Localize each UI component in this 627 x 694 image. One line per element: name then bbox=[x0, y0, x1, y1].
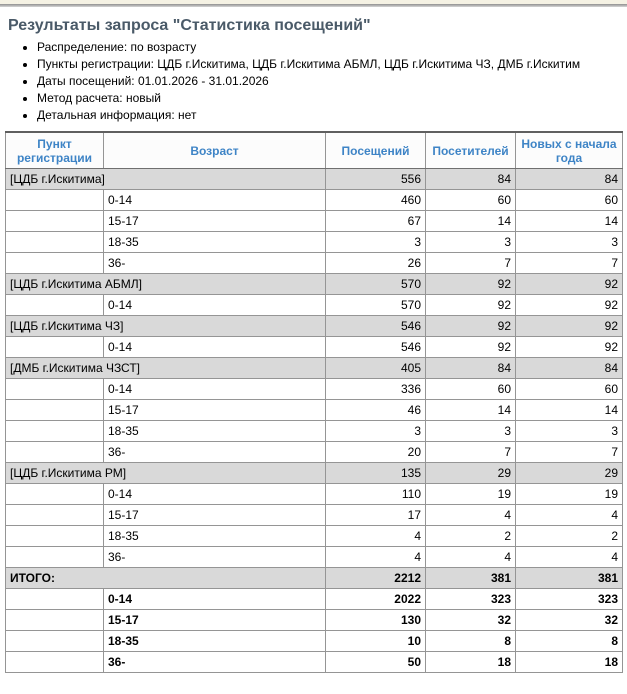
query-parameters-list bbox=[0, 41, 627, 121]
visits-cell: 110 bbox=[326, 484, 426, 505]
new-this-year-cell: 4 bbox=[516, 505, 623, 526]
table-row-age bbox=[6, 190, 623, 211]
col-header-age: Возраст bbox=[104, 132, 326, 169]
visits-cell: 4 bbox=[326, 526, 426, 547]
registration-point-cell-empty bbox=[6, 337, 104, 358]
registration-point-cell-empty bbox=[6, 610, 104, 631]
visitors-cell: 14 bbox=[426, 400, 516, 421]
new-this-year-cell: 14 bbox=[516, 211, 623, 232]
registration-point-cell: [ЦДБ г.Искитима] bbox=[6, 169, 326, 190]
registration-point-cell-empty bbox=[6, 211, 104, 232]
table-row-age bbox=[6, 400, 623, 421]
age-cell: 18-35 bbox=[104, 421, 326, 442]
age-cell: 36- bbox=[104, 547, 326, 568]
new-this-year-cell: 60 bbox=[516, 379, 623, 400]
registration-point-cell-empty bbox=[6, 190, 104, 211]
visits-cell: 336 bbox=[326, 379, 426, 400]
param-calc-method: • Метод расчета: новый bbox=[37, 92, 627, 104]
registration-point-cell-empty bbox=[6, 589, 104, 610]
age-cell: 0-14 bbox=[104, 589, 326, 610]
table-row-age bbox=[6, 379, 623, 400]
visitors-cell: 92 bbox=[426, 274, 516, 295]
new-this-year-cell: 92 bbox=[516, 295, 623, 316]
registration-point-cell-empty bbox=[6, 421, 104, 442]
visits-cell: 2212 bbox=[326, 568, 426, 589]
param-visit-dates: • Даты посещений: 01.01.2026 - 31.01.2026 bbox=[37, 75, 627, 87]
table-row-group bbox=[6, 358, 623, 379]
new-this-year-cell: 60 bbox=[516, 190, 623, 211]
age-cell: 0-14 bbox=[104, 379, 326, 400]
table-row-total_age bbox=[6, 631, 623, 652]
new-this-year-cell: 18 bbox=[516, 652, 623, 673]
age-cell: 18-35 bbox=[104, 526, 326, 547]
table-row-total_age bbox=[6, 610, 623, 631]
age-cell: 36- bbox=[104, 442, 326, 463]
new-this-year-cell: 323 bbox=[516, 589, 623, 610]
registration-point-cell-empty bbox=[6, 442, 104, 463]
visitors-cell: 381 bbox=[426, 568, 516, 589]
visitors-cell: 3 bbox=[426, 232, 516, 253]
registration-point-cell-empty bbox=[6, 505, 104, 526]
col-header-visitors: Посетителей bbox=[426, 132, 516, 169]
param-distribution: • Распределение: по возрасту bbox=[37, 41, 627, 53]
new-this-year-cell: 7 bbox=[516, 442, 623, 463]
new-this-year-cell: 8 bbox=[516, 631, 623, 652]
visitors-cell: 323 bbox=[426, 589, 516, 610]
visits-cell: 46 bbox=[326, 400, 426, 421]
param-registration-points: • Пункты регистрации: ЦДБ г.Искитима, ЦДБ г.Искитима АБМЛ, ЦДБ г.Искитима ЧЗ, ДМБ г.Искитим bbox=[37, 58, 627, 70]
new-this-year-cell: 92 bbox=[516, 274, 623, 295]
visitors-cell: 92 bbox=[426, 337, 516, 358]
registration-point-cell-empty bbox=[6, 547, 104, 568]
new-this-year-cell: 7 bbox=[516, 253, 623, 274]
registration-point-cell: [ДМБ г.Искитима ЧЗСТ] bbox=[6, 358, 326, 379]
table-row-age bbox=[6, 421, 623, 442]
stats-table-body bbox=[6, 169, 623, 673]
visitors-cell: 84 bbox=[426, 169, 516, 190]
visitors-cell: 14 bbox=[426, 211, 516, 232]
visits-cell: 67 bbox=[326, 211, 426, 232]
table-row-age bbox=[6, 232, 623, 253]
visitors-cell: 2 bbox=[426, 526, 516, 547]
table-row-age bbox=[6, 253, 623, 274]
registration-point-cell-empty bbox=[6, 253, 104, 274]
visitors-cell: 7 bbox=[426, 442, 516, 463]
visits-cell: 556 bbox=[326, 169, 426, 190]
visits-cell: 26 bbox=[326, 253, 426, 274]
visitors-cell: 92 bbox=[426, 316, 516, 337]
age-cell: 15-17 bbox=[104, 211, 326, 232]
visits-cell: 130 bbox=[326, 610, 426, 631]
new-this-year-cell: 4 bbox=[516, 547, 623, 568]
age-cell: 0-14 bbox=[104, 484, 326, 505]
registration-point-cell-empty bbox=[6, 379, 104, 400]
table-row-total bbox=[6, 568, 623, 589]
new-this-year-cell: 14 bbox=[516, 400, 623, 421]
new-this-year-cell: 92 bbox=[516, 316, 623, 337]
new-this-year-cell: 32 bbox=[516, 610, 623, 631]
table-row-total_age bbox=[6, 652, 623, 673]
table-row-group bbox=[6, 169, 623, 190]
table-row-group bbox=[6, 274, 623, 295]
visits-cell: 20 bbox=[326, 442, 426, 463]
new-this-year-cell: 19 bbox=[516, 484, 623, 505]
table-row-age bbox=[6, 442, 623, 463]
registration-point-cell-empty bbox=[6, 400, 104, 421]
table-row-age bbox=[6, 484, 623, 505]
table-row-age bbox=[6, 295, 623, 316]
visitors-cell: 8 bbox=[426, 631, 516, 652]
new-this-year-cell: 84 bbox=[516, 358, 623, 379]
col-header-visits: Посещений bbox=[326, 132, 426, 169]
age-cell: 15-17 bbox=[104, 610, 326, 631]
visits-cell: 3 bbox=[326, 232, 426, 253]
visits-cell: 570 bbox=[326, 295, 426, 316]
visitors-cell: 60 bbox=[426, 379, 516, 400]
visits-cell: 460 bbox=[326, 190, 426, 211]
table-row-group bbox=[6, 316, 623, 337]
table-row-age bbox=[6, 505, 623, 526]
table-header-row bbox=[6, 132, 623, 169]
visits-cell: 4 bbox=[326, 547, 426, 568]
page-title: Результаты запроса "Статистика посещений" bbox=[8, 17, 371, 34]
col-header-registration-point: Пункт регистрации bbox=[6, 132, 104, 169]
table-row-age bbox=[6, 211, 623, 232]
registration-point-cell: ИТОГО: bbox=[6, 568, 326, 589]
visitors-cell: 32 bbox=[426, 610, 516, 631]
new-this-year-cell: 29 bbox=[516, 463, 623, 484]
visits-cell: 405 bbox=[326, 358, 426, 379]
visitors-cell: 19 bbox=[426, 484, 516, 505]
visits-cell: 17 bbox=[326, 505, 426, 526]
visitors-cell: 4 bbox=[426, 505, 516, 526]
table-row-age bbox=[6, 526, 623, 547]
table-row-age bbox=[6, 337, 623, 358]
age-cell: 36- bbox=[104, 253, 326, 274]
age-cell: 15-17 bbox=[104, 505, 326, 526]
visitors-cell: 3 bbox=[426, 421, 516, 442]
age-cell: 18-35 bbox=[104, 232, 326, 253]
registration-point-cell-empty bbox=[6, 652, 104, 673]
visits-cell: 2022 bbox=[326, 589, 426, 610]
visits-cell: 3 bbox=[326, 421, 426, 442]
new-this-year-cell: 92 bbox=[516, 337, 623, 358]
visitors-cell: 60 bbox=[426, 190, 516, 211]
new-this-year-cell: 381 bbox=[516, 568, 623, 589]
age-cell: 36- bbox=[104, 652, 326, 673]
visitors-cell: 4 bbox=[426, 547, 516, 568]
visits-cell: 546 bbox=[326, 337, 426, 358]
age-cell: 0-14 bbox=[104, 337, 326, 358]
age-cell: 0-14 bbox=[104, 190, 326, 211]
registration-point-cell-empty bbox=[6, 484, 104, 505]
age-cell: 0-14 bbox=[104, 295, 326, 316]
visits-cell: 50 bbox=[326, 652, 426, 673]
toolbar-divider-line bbox=[0, 4, 627, 7]
table-row-group bbox=[6, 463, 623, 484]
visitors-cell: 84 bbox=[426, 358, 516, 379]
age-cell: 15-17 bbox=[104, 400, 326, 421]
param-detail-info: • Детальная информация: нет bbox=[37, 109, 627, 121]
visits-cell: 10 bbox=[326, 631, 426, 652]
visitors-cell: 18 bbox=[426, 652, 516, 673]
table-row-total_age bbox=[6, 589, 623, 610]
new-this-year-cell: 84 bbox=[516, 169, 623, 190]
visits-cell: 135 bbox=[326, 463, 426, 484]
visit-statistics-table bbox=[5, 131, 623, 673]
visitors-cell: 7 bbox=[426, 253, 516, 274]
registration-point-cell-empty bbox=[6, 232, 104, 253]
col-header-new-this-year: Новых с начала года bbox=[516, 132, 623, 169]
visits-cell: 570 bbox=[326, 274, 426, 295]
registration-point-cell: [ЦДБ г.Искитима АБМЛ] bbox=[6, 274, 326, 295]
registration-point-cell: [ЦДБ г.Искитима РМ] bbox=[6, 463, 326, 484]
new-this-year-cell: 3 bbox=[516, 232, 623, 253]
age-cell: 18-35 bbox=[104, 631, 326, 652]
visits-cell: 546 bbox=[326, 316, 426, 337]
table-row-age bbox=[6, 547, 623, 568]
registration-point-cell-empty bbox=[6, 631, 104, 652]
registration-point-cell-empty bbox=[6, 526, 104, 547]
visitors-cell: 92 bbox=[426, 295, 516, 316]
new-this-year-cell: 2 bbox=[516, 526, 623, 547]
new-this-year-cell: 3 bbox=[516, 421, 623, 442]
registration-point-cell: [ЦДБ г.Искитима ЧЗ] bbox=[6, 316, 326, 337]
visitors-cell: 29 bbox=[426, 463, 516, 484]
registration-point-cell-empty bbox=[6, 295, 104, 316]
